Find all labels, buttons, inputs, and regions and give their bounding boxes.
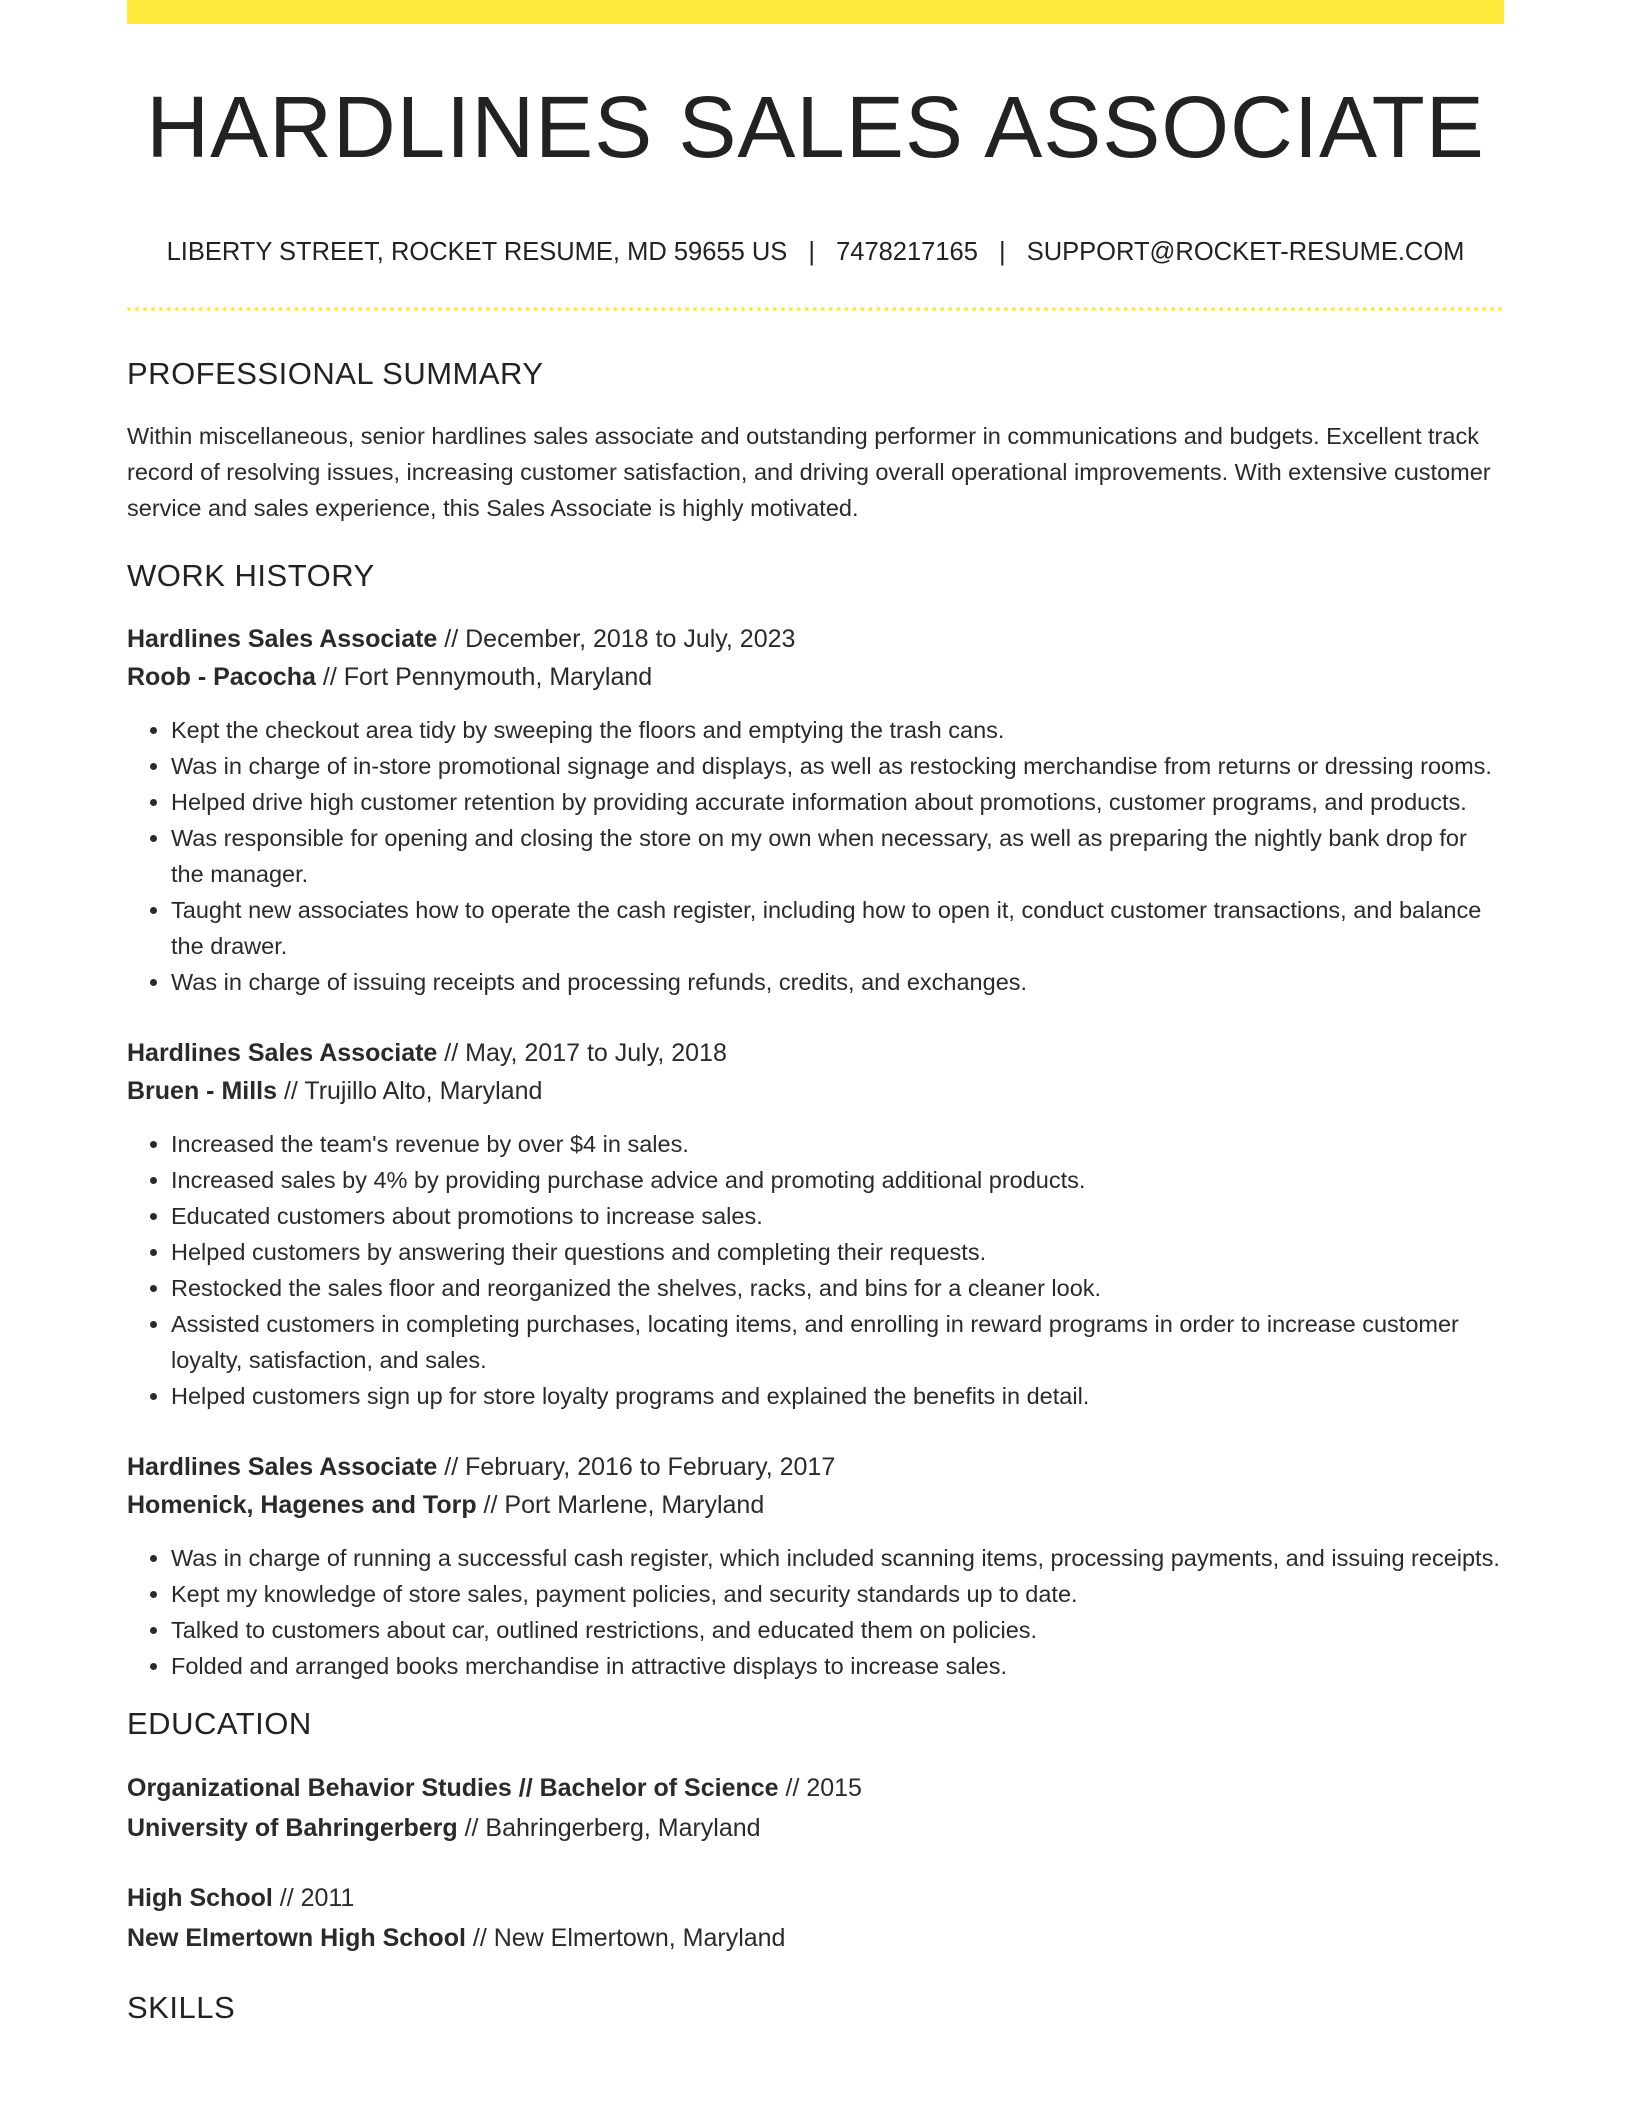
education-school: New Elmertown High School xyxy=(127,1924,466,1952)
job-company-line xyxy=(127,1486,1504,1524)
education-degree-line xyxy=(127,1768,1504,1808)
job-entry xyxy=(127,1448,1504,1684)
job-location: // Fort Pennymouth, Maryland xyxy=(315,663,653,691)
resume-content xyxy=(127,354,1504,2052)
education-section xyxy=(127,1704,1504,1958)
job-title-line xyxy=(127,620,1504,658)
section-heading: PROFESSIONAL SUMMARY xyxy=(127,356,544,391)
job-title: Hardlines Sales Associate xyxy=(127,625,438,653)
job-company: Bruen - Mills xyxy=(127,1077,278,1105)
section-heading: EDUCATION xyxy=(127,1706,312,1741)
job-bullets xyxy=(127,712,1504,1000)
job-entry xyxy=(127,1034,1504,1414)
job-bullet: • Educated customers about promotions to increase sales. xyxy=(171,1198,1504,1234)
job-location: // Trujillo Alto, Maryland xyxy=(277,1077,543,1105)
contact-line xyxy=(127,238,1504,267)
education-year: // 2011 xyxy=(272,1884,355,1912)
header-divider xyxy=(127,307,1504,311)
contact-separator: | xyxy=(808,238,815,266)
job-title-line xyxy=(127,1448,1504,1486)
education-degree: High School xyxy=(127,1884,273,1912)
summary-text: Within miscellaneous, senior hardlines sales associate and outstanding performer in communications and budgets. Excellent track record of resolving issues, increasing customer satisfaction, and driving overall operational improvements. With extensive customer service and sales experience, this Sales Associate is highly motivated. xyxy=(127,423,1491,521)
job-bullet: • Increased the team's revenue by over $4 in sales. xyxy=(171,1126,1504,1162)
education-location: // Bahringerberg, Maryland xyxy=(457,1814,761,1842)
job-bullet: • Helped customers sign up for store loyalty programs and explained the benefits in detail. xyxy=(171,1378,1504,1414)
education-school-line xyxy=(127,1918,1504,1958)
job-bullet: • Helped drive high customer retention by providing accurate information about promotions, customer programs, and products. xyxy=(171,784,1504,820)
job-dates: // February, 2016 to February, 2017 xyxy=(437,1453,836,1481)
job-bullet: • Restocked the sales floor and reorganized the shelves, racks, and bins for a cleaner look. xyxy=(171,1270,1504,1306)
accent-top-bar xyxy=(127,0,1504,24)
job-company-line xyxy=(127,658,1504,696)
resume-title: HARDLINES SALES ASSOCIATE xyxy=(146,79,1485,176)
education-degree-line xyxy=(127,1878,1504,1918)
job-company: Roob - Pacocha xyxy=(127,663,316,691)
job-dates: // May, 2017 to July, 2018 xyxy=(437,1039,727,1067)
education-degree: Organizational Behavior Studies // Bachelor of Science xyxy=(127,1774,779,1802)
job-bullet: • Was in charge of running a successful cash register, which included scanning items, processing payments, and issuing receipts. xyxy=(171,1540,1504,1576)
job-title: Hardlines Sales Associate xyxy=(127,1453,438,1481)
section-heading: SKILLS xyxy=(127,1990,236,2025)
education-year: // 2015 xyxy=(778,1774,862,1802)
job-bullet: • Taught new associates how to operate the cash register, including how to open it, conduct customer transactions, and balance the drawer. xyxy=(171,892,1504,964)
job-bullet: • Was in charge of in-store promotional signage and displays, as well as restocking merchandise from returns or dressing rooms. xyxy=(171,748,1504,784)
job-bullet: • Kept my knowledge of store sales, payment policies, and security standards up to date. xyxy=(171,1576,1504,1612)
job-bullet: • Folded and arranged books merchandise in attractive displays to increase sales. xyxy=(171,1648,1504,1684)
education-entry xyxy=(127,1768,1504,1848)
education-entry xyxy=(127,1878,1504,1958)
contact-email: SUPPORT@ROCKET-RESUME.COM xyxy=(1026,238,1465,266)
job-dates: // December, 2018 to July, 2023 xyxy=(437,625,796,653)
job-bullet: • Talked to customers about car, outlined restrictions, and educated them on policies. xyxy=(171,1612,1504,1648)
job-company: Homenick, Hagenes and Torp xyxy=(127,1491,477,1519)
job-location: // Port Marlene, Maryland xyxy=(476,1491,765,1519)
contact-phone: 7478217165 xyxy=(836,238,978,266)
summary-section xyxy=(127,354,1504,526)
job-bullets xyxy=(127,1126,1504,1414)
job-bullet: • Increased sales by 4% by providing purchase advice and promoting additional products. xyxy=(171,1162,1504,1198)
job-bullet: • Was in charge of issuing receipts and processing refunds, credits, and exchanges. xyxy=(171,964,1504,1000)
job-entry xyxy=(127,620,1504,1000)
job-bullet: • Was responsible for opening and closing the store on my own when necessary, as well as preparing the nightly bank drop for the manager. xyxy=(171,820,1504,892)
job-title: Hardlines Sales Associate xyxy=(127,1039,438,1067)
education-school-line xyxy=(127,1808,1504,1848)
job-company-line xyxy=(127,1072,1504,1110)
work-history-section xyxy=(127,556,1504,1684)
job-bullet: • Assisted customers in completing purchases, locating items, and enrolling in reward programs in order to increase customer loyalty, satisfaction, and sales. xyxy=(171,1306,1504,1378)
skills-section xyxy=(127,1988,1504,2028)
education-school: University of Bahringerberg xyxy=(127,1814,458,1842)
job-bullet: • Helped customers by answering their questions and completing their requests. xyxy=(171,1234,1504,1270)
education-location: // New Elmertown, Maryland xyxy=(465,1924,786,1952)
job-title-line xyxy=(127,1034,1504,1072)
contact-address: LIBERTY STREET, ROCKET RESUME, MD 59655 US xyxy=(166,238,788,266)
section-heading: WORK HISTORY xyxy=(127,558,375,593)
contact-separator: | xyxy=(999,238,1006,266)
job-bullets xyxy=(127,1540,1504,1684)
job-bullet: • Kept the checkout area tidy by sweeping the floors and emptying the trash cans. xyxy=(171,712,1504,748)
